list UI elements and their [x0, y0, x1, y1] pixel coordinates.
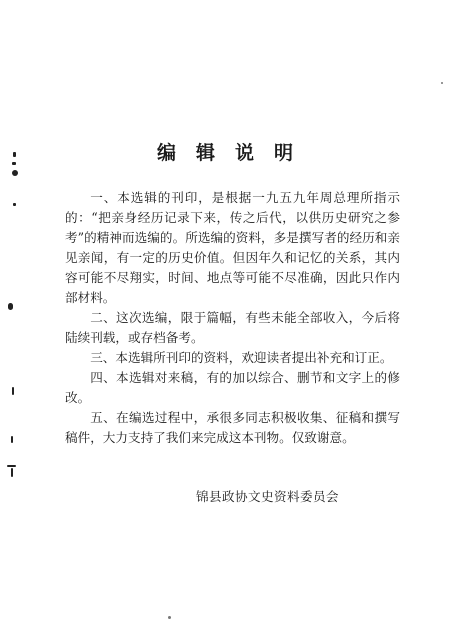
scan-dot [168, 616, 171, 619]
scan-mark [7, 465, 16, 467]
signature: 锦县政协文史资料委员会 [196, 489, 339, 504]
scan-mark [11, 468, 13, 477]
scan-mark [13, 203, 16, 206]
scan-mark [8, 303, 13, 310]
paragraph-4: 四、本选辑对来稿，有的加以综合、删节和文字上的修改。 [65, 370, 400, 405]
scan-mark [12, 387, 14, 395]
page-title: 编辑说明 [156, 142, 313, 164]
paragraph-1: 一、本选辑的刊印，是根据一九五九年周总理所指示的：“把亲身经历记录下来，传之后代，以供历史研究之参考”的精神而选编的。所选编的资料，多是撰写者的经历和亲见亲闻，有一定的历史价值。但因年久和记忆的关系，其内容可能不尽翔实，时间、地点等可能不尽准确，因此只作内部材料。 [65, 190, 400, 305]
scan-mark [12, 170, 18, 176]
scan-mark [11, 436, 13, 443]
scan-dot [441, 82, 443, 84]
paragraph-5: 五、在编选过程中，承很多同志积极收集、征稿和撰写稿件，大力支持了我们来完成这本刊物。仅致谢意。 [65, 410, 400, 445]
paragraph-3: 三、本选辑所刊印的资料，欢迎读者提出补充和订正。 [90, 350, 393, 365]
explanation-body [65, 188, 400, 448]
paragraph-2: 二、这次选编，限于篇幅，有些未能全部收入，今后将陆续刊载，或存档备考。 [65, 310, 400, 345]
